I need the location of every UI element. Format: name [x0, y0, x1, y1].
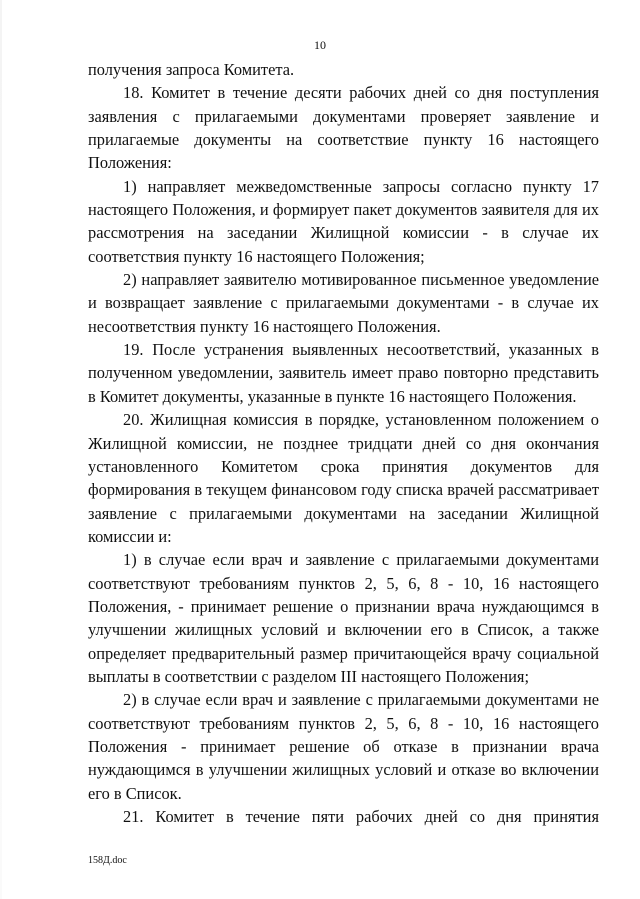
paragraph-item-18-1: 1) направляет межведомственные запросы согласно пункту 17 настоящего Положения, и формирует пакет документов заявителя для их рассмотрения на заседании Жилищной комиссии - в случае их соответствия пункту 16 настоящего Положения; [88, 176, 599, 266]
footer-filename: 158Д.doc [88, 855, 127, 866]
document-body [88, 58, 599, 828]
paragraph-continuation: получения запроса Комитета. [88, 60, 295, 79]
paragraph-item-20-2: 2) в случае если врач и заявление с прилагаемыми документами не соответствуют требованиям пунктов 2, 5, 6, 8 - 10, 16 настоящего Положения - принимает решение об отказе в признании врача нуждающимся в улучшении жилищных условий и отказе во включении его в Список. [88, 690, 599, 803]
paragraph-item-20: 20. Жилищная комиссия в порядке, установленном положением о Жилищной комиссии, не позднее тридцати дней со дня окончания установленного Комитетом срока принятия документов для формирования в текущем финансовом году списка врачей рассматривает заявление с прилагаемыми документами на заседании Жилищной комиссии и: [88, 410, 599, 546]
page-number: 10 [314, 38, 326, 52]
paragraph-item-20-1: 1) в случае если врач и заявление с прилагаемыми документами соответствуют требованиям пунктов 2, 5, 6, 8 - 10, 16 настоящего Положения, - принимает решение о признании врача нуждающимся в улучшении жилищных условий и включении его в Список, а также определяет предварительный размер причитающейся врачу социальной выплаты в соответствии с разделом III настоящего Положения; [88, 550, 599, 686]
paragraph-item-19: 19. После устранения выявленных несоответствий, указанных в полученном уведомлении, заявитель имеет право повторно представить в Комитет документы, указанные в пункте 16 настоящего Положения. [88, 340, 599, 406]
scan-edge [0, 0, 2, 899]
paragraph-item-18: 18. Комитет в течение десяти рабочих дней со дня поступления заявления с прилагаемыми документами проверяет заявление и прилагаемые документы на соответствие пункту 16 настоящего Положения: [88, 83, 599, 173]
paragraph-item-18-2: 2) направляет заявителю мотивированное письменное уведомление и возвращает заявление с прилагаемыми документами - в случае их несоответствия пункту 16 настоящего Положения. [88, 270, 599, 336]
paragraph-item-21: 21. Комитет в течение пяти рабочих дней со дня принятия [123, 807, 599, 826]
